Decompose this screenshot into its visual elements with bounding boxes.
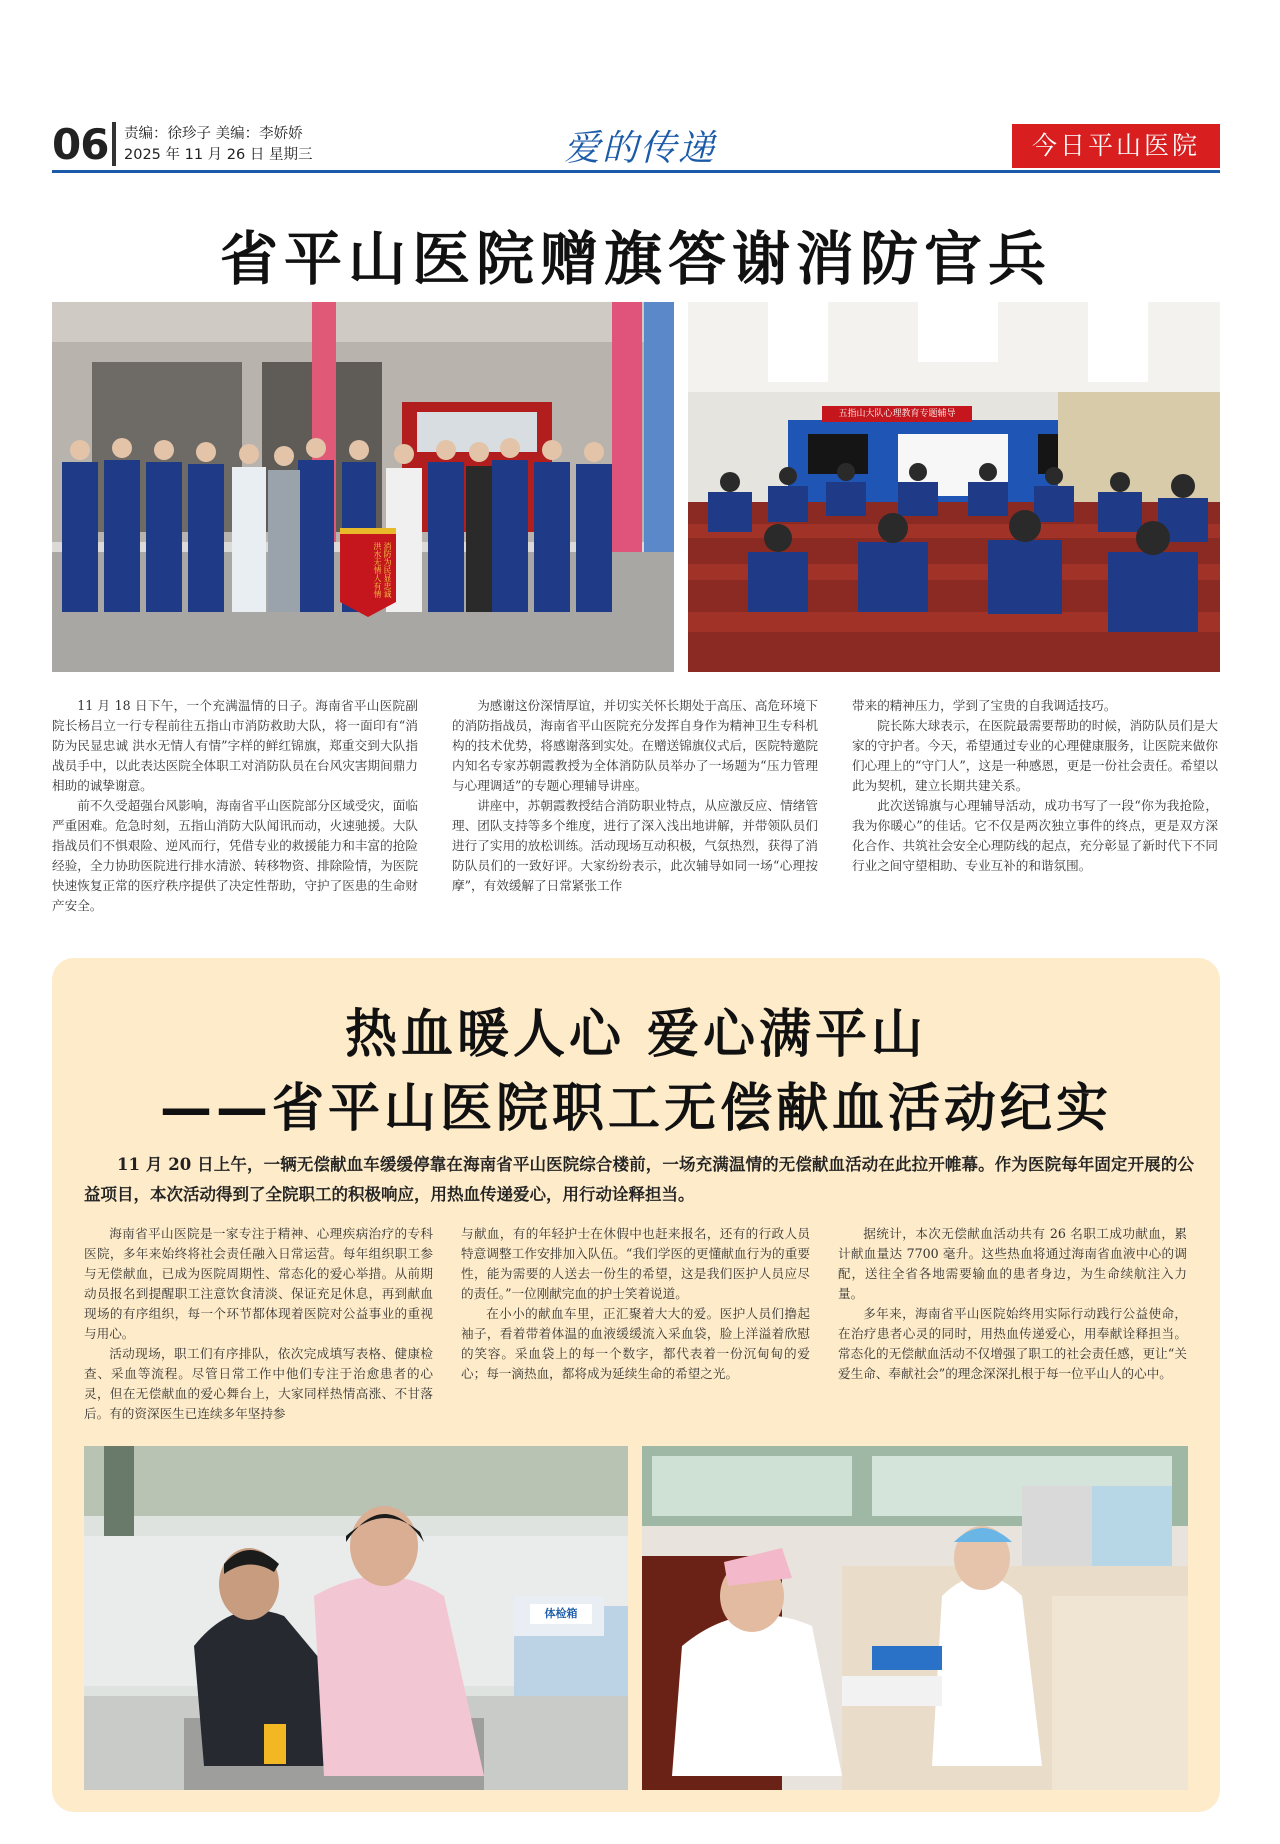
paragraph: 活动现场，职工们有序排队，依次完成填写表格、健康检查、采血等流程。尽管日常工作中他们专注于治愈患者的心灵，但在无偿献血的爱心舞台上，大家同样热情高涨、不甘落后。有的资深医生已连续多年坚持参 — [84, 1346, 433, 1421]
header-meta — [124, 124, 312, 166]
paragraph: 在小小的献血车里，正汇聚着大大的爱。医护人员们撸起袖子，看着带着体温的血液缓缓流入采血袋，脸上洋溢着欣慰的笑容。采血袋上的每一个数字，都代表着一份沉甸甸的爱心；每一滴热血，都将成为延续生命的希望之光。 — [461, 1306, 810, 1381]
firefighters-group-photo — [52, 302, 674, 672]
banner-text: 消防为民显忠诚 洪水无情人有情 — [373, 542, 392, 598]
article2-headline: 热血暖人心 爱心满平山 — [344, 1005, 928, 1065]
paragraph: 11 月 18 日下午，一个充满温情的日子。海南省平山医院副院长杨吕立一行专程前往五指山市消防救助大队，将一面印有“消防为民显忠诚 洪水无情人有情”字样的鲜红锦旗，郑重交到大队指战员手中，以此表达医院全体职工对消防队员在台风灾害期间鼎力相助的诚挚谢意。 — [52, 698, 418, 793]
paragraph: 院长陈大球表示，在医院最需要帮助的时候，消防队员们是大家的守护者。今天，希望通过专业的心理健康服务，让医院来做你们心理上的“守门人”，这是一种感恩，更是一份社会责任。希望以此为契机，建立长期共建关系。 — [852, 718, 1218, 793]
paragraph: 此次送锦旗与心理辅导活动，成功书写了一段“你为我抢险，我为你暖心”的佳话。它不仅是两次独立事件的终点，更是双方深化合作、共筑社会安全心理防线的起点，充分彰显了新时代下不同行业之间守望相助、专业互补的和谐氛围。 — [852, 798, 1218, 873]
health-check-photo — [84, 1446, 628, 1790]
lecture-hall-photo — [688, 302, 1220, 672]
page-number: 06 — [52, 120, 109, 169]
article2-body — [84, 1224, 1188, 1424]
date-line: 2025 年 11 月 26 日 星期三 — [124, 147, 313, 163]
article1-column-1 — [52, 696, 418, 916]
column-title: 爱的传递 — [563, 128, 716, 169]
article2-subheadline: ——省平山医院职工无偿献血活动纪实 — [159, 1079, 1112, 1139]
screen-title: 五指山大队心理教育专题辅导 — [822, 406, 972, 422]
header-rule — [52, 170, 1220, 173]
editors-line: 责编：徐珍子 美编：李娇娇 — [124, 126, 303, 142]
paragraph: 海南省平山医院是一家专注于精神、心理疾病治疗的专科医院，多年来始终将社会责任融入日常运营。每年组织职工参与无偿献血，已成为医院周期性、常态化的爱心举措。从前期动员报名到提醒职工注意饮食清淡、保证充足休息，再到献血现场的有序组织，每一个环节都体现着医院对公益事业的重视与用心。 — [84, 1226, 433, 1341]
article2-column-2 — [461, 1224, 810, 1424]
article2-lead: 11 月 20 日上午，一辆无偿献血车缓缓停靠在海南省平山医院综合楼前，一场充满温情的无偿献血活动在此拉开帷幕。作为医院每年固定开展的公益项目，本次活动得到了全院职工的积极响应，用热血传递爱心，用行动诠释担当。 — [84, 1155, 1194, 1204]
article1-column-2 — [452, 696, 818, 916]
exam-box-label: 体检箱 — [530, 1604, 592, 1624]
paragraph: 前不久受超强台风影响，海南省平山医院部分区域受灾，面临严重困难。危急时刻，五指山消防大队闻讯而动，火速驰援。大队指战员们不惧艰险、逆风而行，凭借专业的救援能力和丰富的抢险经验，全力协助医院进行排水清淤、转移物资、排除险情，为医院快速恢复正常的医疗秩序提供了决定性帮助，守护了医患的生命财产安全。 — [52, 798, 418, 913]
paragraph: 据统计，本次无偿献血活动共有 26 名职工成功献血，累计献血量达 7700 毫升。这些热血将通过海南省血液中心的调配，送往全省各地需要输血的患者身边，为生命续航注入力量。 — [838, 1226, 1187, 1301]
paper-name-badge: 今日平山医院 — [1012, 124, 1220, 168]
paragraph: 多年来，海南省平山医院始终用实际行动践行公益使命，在治疗患者心灵的同时，用热血传递爱心，用奉献诠释担当。常态化的无偿献血活动不仅增强了职工的社会责任感，更让“关爱生命、奉献社会”的理念深深扎根于每一位平山人的心中。 — [838, 1306, 1187, 1381]
article1-body — [52, 696, 1220, 916]
paragraph: 讲座中，苏朝霞教授结合消防职业特点，从应激反应、情绪管理、团队支持等多个维度，进行了深入浅出地讲解，并带领队员们进行了实用的放松训练。活动现场互动积极，气氛热烈，获得了消防队员们的一致好评。大家纷纷表示，此次辅导如同一场“心理按摩”，有效缓解了日常紧张工作 — [452, 798, 818, 893]
article1-column-3 — [852, 696, 1218, 916]
paragraph: 带来的精神压力，学到了宝贵的自我调适技巧。 — [852, 698, 1117, 713]
paragraph: 与献血，有的年轻护士在休假中也赶来报名，还有的行政人员特意调整工作安排加入队伍。“我们学医的更懂献血行为的重要性，能为需要的人送去一份生的希望，这是我们医护人员应尽的责任。”一位刚献完血的护士笑着说道。 — [461, 1226, 810, 1301]
blood-donation-photo — [642, 1446, 1188, 1790]
article2-column-3 — [838, 1224, 1187, 1424]
paragraph: 为感谢这份深情厚谊，并切实关怀长期处于高压、高危环境下的消防指战员，海南省平山医院充分发挥自身作为精神卫生专科机构的技术优势，将感谢落到实处。在赠送锦旗仪式后，医院特邀院内知名专家苏朝霞教授为全体消防队员举办了一场题为“压力管理与心理调适”的专题心理辅导讲座。 — [452, 698, 818, 793]
article1-headline: 省平山医院赠旗答谢消防官兵 — [219, 225, 1052, 293]
article2-column-1 — [84, 1224, 433, 1424]
header-divider — [112, 122, 116, 166]
